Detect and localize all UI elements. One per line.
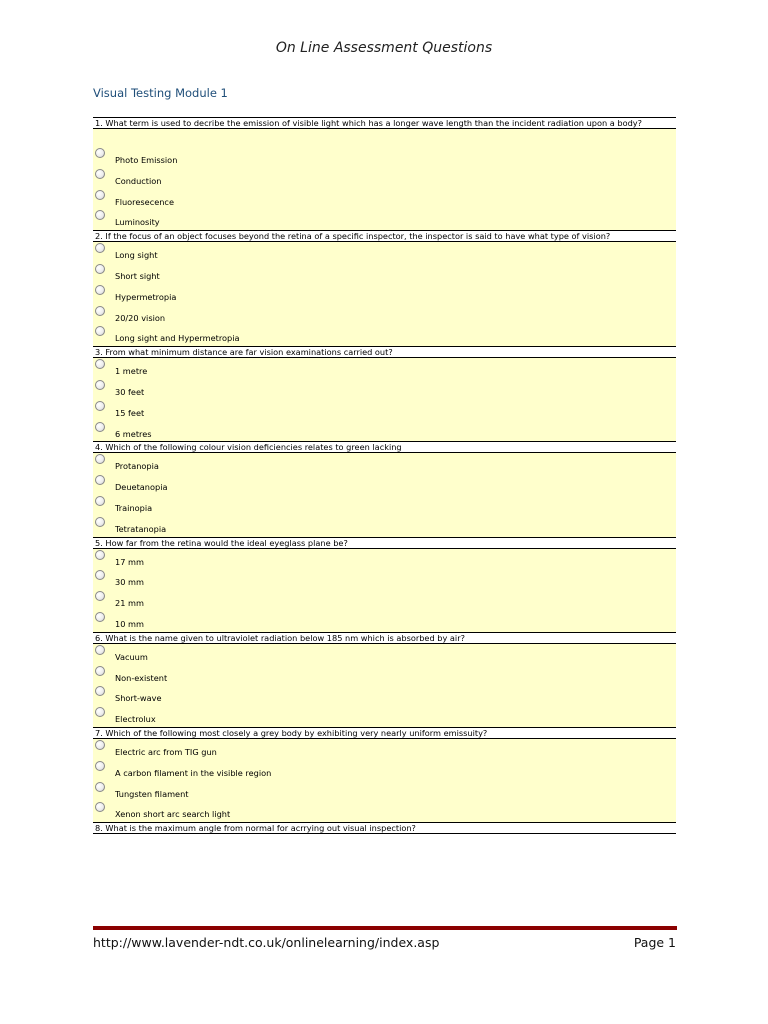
answer-option[interactable] [93, 325, 676, 346]
answer-group-3 [93, 358, 676, 441]
answer-option[interactable] [93, 516, 676, 537]
radio-button[interactable] [95, 570, 105, 580]
question-1: 1. What term is used to decribe the emission of visible light which has a longer wave length than the incident radiation upon a body? [93, 117, 676, 129]
answer-option[interactable] [93, 453, 676, 474]
option-label: Fluoresecence [115, 196, 174, 207]
answer-option[interactable] [93, 739, 676, 760]
answer-option[interactable] [93, 305, 676, 326]
option-label: Hypermetropia [115, 291, 177, 302]
question-3: 3. From what minimum distance are far vision examinations carried out? [93, 346, 676, 358]
option-label: 21 mm [115, 598, 144, 609]
questions-list [93, 117, 676, 834]
question-5: 5. How far from the retina would the ideal eyeglass plane be? [93, 537, 676, 549]
answer-option[interactable] [93, 379, 676, 400]
radio-button[interactable] [95, 612, 105, 622]
radio-button[interactable] [95, 210, 105, 220]
radio-button[interactable] [95, 802, 105, 812]
answer-option[interactable] [93, 611, 676, 632]
radio-button[interactable] [95, 359, 105, 369]
option-label: Xenon short arc search light [115, 809, 231, 820]
radio-button[interactable] [95, 761, 105, 771]
answer-option[interactable] [93, 358, 676, 379]
radio-button[interactable] [95, 591, 105, 601]
radio-button[interactable] [95, 264, 105, 274]
footer-url[interactable]: http://www.lavender-ndt.co.uk/onlinelearning/index.asp [93, 935, 440, 950]
option-label: Electric arc from TIG gun [115, 746, 217, 757]
answer-option[interactable] [93, 760, 676, 781]
answer-option[interactable] [93, 549, 676, 570]
answer-option[interactable] [93, 706, 676, 727]
radio-button[interactable] [95, 645, 105, 655]
option-label: 30 mm [115, 577, 144, 588]
question-6: 6. What is the name given to ultraviolet radiation below 185 nm which is absorbed by air? [93, 632, 676, 644]
page-number: Page 1 [633, 935, 676, 950]
option-label: Electrolux [115, 714, 156, 725]
option-label: Conduction [115, 175, 162, 186]
radio-button[interactable] [95, 422, 105, 432]
option-label: 17 mm [115, 556, 144, 567]
option-label: Photo Emission [115, 155, 178, 165]
option-label: Short-wave [115, 693, 162, 704]
answer-option[interactable] [93, 590, 676, 611]
radio-button[interactable] [95, 380, 105, 390]
radio-button[interactable] [95, 475, 105, 485]
answer-option[interactable] [93, 495, 676, 516]
option-label: 20/20 vision [115, 312, 166, 323]
option-label: Vacuum [115, 651, 148, 662]
answer-option[interactable] [93, 644, 676, 665]
question-2: 2. If the focus of an object focuses beyond the retina of a specific inspector, the inspector is said to have what type of vision? [93, 230, 676, 242]
radio-button[interactable] [95, 401, 105, 411]
answer-option[interactable] [93, 569, 676, 590]
answer-group-4 [93, 453, 676, 536]
option-label: 15 feet [115, 407, 145, 418]
answer-group-5 [93, 549, 676, 632]
radio-button[interactable] [95, 686, 105, 696]
radio-button[interactable] [95, 326, 105, 336]
answer-option[interactable] [93, 665, 676, 686]
answer-option[interactable] [93, 801, 676, 822]
question-4: 4. Which of the following colour vision deficiencies relates to green lacking [93, 441, 676, 453]
answer-option[interactable] [93, 781, 676, 802]
radio-button[interactable] [95, 169, 105, 179]
answer-option[interactable] [93, 168, 676, 189]
answer-option[interactable] [93, 284, 676, 305]
page-title: On Line Assessment Questions [275, 40, 493, 56]
answer-group-2 [93, 242, 676, 346]
radio-button[interactable] [95, 550, 105, 560]
option-label: 6 metres [115, 428, 152, 439]
option-label: 30 feet [115, 386, 145, 397]
option-label: Tetratanopia [115, 523, 167, 534]
answer-option[interactable] [93, 263, 676, 284]
answer-option[interactable] [93, 421, 676, 442]
answer-group-1 [93, 129, 676, 230]
answer-option[interactable] [93, 474, 676, 495]
answer-option[interactable] [93, 147, 676, 168]
option-label: Protanopia [115, 461, 159, 472]
option-label: Tungsten filament [115, 788, 189, 799]
radio-button[interactable] [95, 148, 105, 158]
option-label: Deuetanopia [115, 482, 168, 493]
radio-button[interactable] [95, 243, 105, 253]
radio-button[interactable] [95, 740, 105, 750]
footer-divider [93, 926, 677, 930]
option-label: Short sight [115, 270, 160, 281]
radio-button[interactable] [95, 454, 105, 464]
option-label: 1 metre [115, 366, 148, 377]
radio-button[interactable] [95, 707, 105, 717]
option-label: Non-existent [115, 672, 168, 683]
radio-button[interactable] [95, 285, 105, 295]
option-label: Long sight [115, 250, 158, 261]
module-title: Visual Testing Module 1 [93, 86, 228, 100]
radio-button[interactable] [95, 306, 105, 316]
option-label: Trainopia [115, 502, 153, 513]
option-label: 10 mm [115, 618, 144, 629]
question-7: 7. Which of the following most closely a grey body by exhibiting very nearly uniform emissuity? [93, 727, 676, 739]
answer-option[interactable] [93, 685, 676, 706]
answer-option[interactable] [93, 400, 676, 421]
answer-option[interactable] [93, 242, 676, 263]
answer-option[interactable] [93, 209, 676, 230]
radio-button[interactable] [95, 666, 105, 676]
option-label: Luminosity [115, 217, 160, 228]
radio-button[interactable] [95, 496, 105, 506]
radio-button[interactable] [95, 190, 105, 200]
answer-option[interactable] [93, 189, 676, 210]
option-label: Long sight and Hypermetropia [115, 333, 240, 344]
option-label: A carbon filament in the visible region [115, 767, 272, 778]
answer-group-7 [93, 739, 676, 822]
question-8: 8. What is the maximum angle from normal for acrrying out visual inspection? [93, 822, 676, 834]
radio-button[interactable] [95, 517, 105, 527]
radio-button[interactable] [95, 782, 105, 792]
answer-group-6 [93, 644, 676, 727]
